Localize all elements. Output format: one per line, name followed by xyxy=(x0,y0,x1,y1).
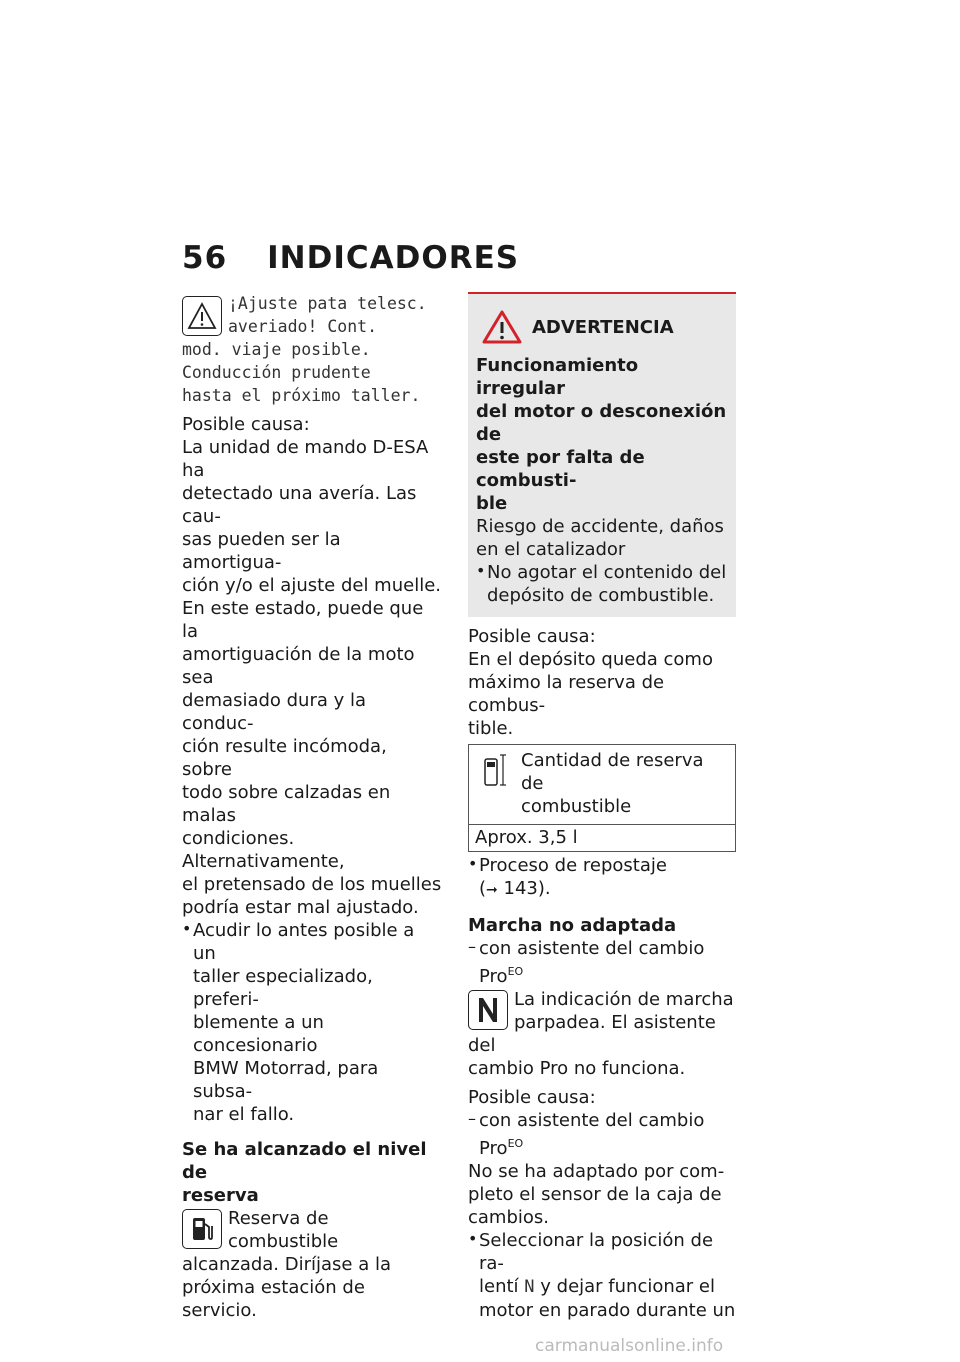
fuel-pump-icon xyxy=(182,1209,222,1249)
cause-text: La unidad de mando D-ESA ha detectado una avería. Las cau- sas pueden ser la amortigua- ción y/o el ajuste del muelle. En este estado, puede que la amortiguación de la moto sea demasiado dura y la conduc- ción resulte incómoda, sobre todo sobre calzadas en malas condiciones. Alternativamente, el pretensado de los muelles podría estar mal ajustado. xyxy=(182,437,442,918)
reserve-table: Cantidad de reserva de combustible Aprox. 3,5 l xyxy=(468,744,736,852)
fuel-level-icon xyxy=(475,749,515,789)
gear-condition-1: – con asistente del cambio Pro$^{EO}$ xyxy=(468,937,736,988)
refuel-bullet: • Proceso de repostaje (➞ 143). xyxy=(468,854,736,902)
page-ref-arrow-icon: ➞ xyxy=(486,882,498,898)
reserve-block: Reserva de combustible alcanzada. Diríjase a la próxima estación de servicio. xyxy=(182,1208,391,1321)
page-number: 56 xyxy=(182,240,228,276)
warning-bullet: • No agotar el contenido del depósito de combustible. xyxy=(476,561,728,607)
reserve-heading: Se ha alcanzado el nivel de reserva xyxy=(182,1139,427,1206)
warning-bold: Funcionamiento irregular del motor o desconexión de este por falta de combusti- ble xyxy=(476,355,727,514)
gear-condition-2: – con asistente del cambio Pro$^{EO}$ xyxy=(468,1109,736,1160)
gear-n-icon xyxy=(468,990,508,1030)
gear-block: La indicación de marcha parpadea. El asistente del cambio Pro no funciona. xyxy=(468,989,734,1079)
warning-box: ADVERTENCIA Funcionamiento irregular del motor o desconexión de este por falta de combusti- ble Riesgo de accidente, daños en el catalizador • No agotar el contenido del depósito de combustible. xyxy=(468,292,736,617)
mono-message: ¡Ajuste pata telesc. averiado! Cont. mod. viaje posible. Conducción prudente hasta el próximo taller. xyxy=(182,294,427,405)
reserve-value: Aprox. 3,5 l xyxy=(475,827,578,848)
warning-triangle-red-icon xyxy=(482,310,522,344)
left-column xyxy=(182,292,442,1322)
cause-label: Posible causa: xyxy=(182,414,310,435)
watermark: carmanualsonline.info xyxy=(535,1336,724,1356)
right-column: ADVERTENCIA Funcionamiento irregular del motor o desconexión de este por falta de combusti- ble Riesgo de accidente, daños en el catalizador • No agotar el contenido del depósito de combustible. Posible causa: En el depósito queda como máximo la reserva de combus- tible. Cantidad de reserva de combustible Aprox. 3,5 l • Proceso de repostaje (➞ 143). Marcha no adaptada – con asistente del cambio Pro$^{EO}$ La indicación de marcha parpadea. El asistente del cambio Pro no funciona. Posible causa: – con asistente del cambio Pro$^{EO}$ No se ha adaptado por com- pleto el sensor de la caja de cambios. • Seleccionar la posición de ra- lentí N y dejar funcionar el motor en parado durante un xyxy=(468,292,736,1322)
gear-heading: Marcha no adaptada xyxy=(468,915,677,936)
cause-label-2: Posible causa: xyxy=(468,626,596,647)
warning-triangle-icon xyxy=(182,296,222,336)
warning-label: ADVERTENCIA xyxy=(532,316,674,338)
page-title: INDICADORES xyxy=(267,240,520,276)
neutral-bullet: • Seleccionar la posición de ra- lentí N y dejar funcionar el motor en parado durante un xyxy=(468,1229,736,1322)
action-bullet: • Acudir lo antes posible a un taller especializado, preferi- blemente a un concesionario BMW Motorrad, para subsa- nar el fallo. xyxy=(182,919,442,1126)
page-header xyxy=(182,240,519,276)
